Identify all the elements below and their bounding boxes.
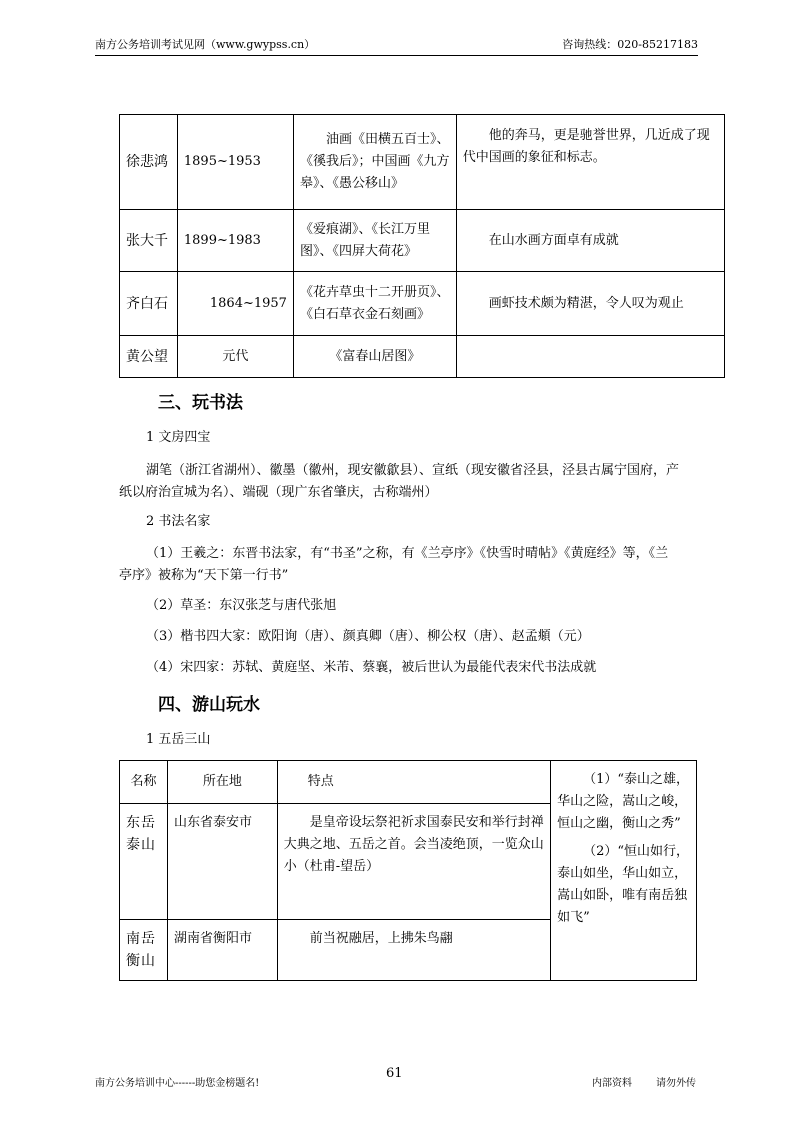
header-left-text: 南方公务培训考试见网（www.gwypss.cn） [95, 38, 316, 51]
mountain-location: 山东省泰安市 [167, 804, 277, 920]
mountains-table [119, 760, 697, 981]
painter-works: 油画《田横五百士》、《徯我后》；中国画《九方皋》、《愚公移山》 [293, 115, 456, 210]
list-item: （3）楷书四大家：欧阳询（唐）、颜真卿（唐）、柳公权（唐）、赵孟頫（元） [146, 629, 590, 644]
section-3-title: 三、玩书法 [158, 393, 243, 413]
footer-no-distribute: 请勿外传 [656, 1078, 696, 1089]
section-3-sub1: 1 文房四宝 [146, 430, 211, 445]
header-hotline: 咨询热线：020-85217183 [562, 38, 698, 51]
painter-years: 1899~1983 [177, 210, 293, 272]
table-row [120, 272, 725, 336]
painter-note [456, 336, 724, 378]
mountain-feature: 前当祝融居，上拂朱鸟翮 [277, 920, 550, 981]
mountain-location: 湖南省衡阳市 [167, 920, 277, 981]
footer-internal: 内部资料 [592, 1078, 632, 1089]
header-rule [95, 55, 698, 56]
painter-years: 1895~1953 [177, 115, 293, 210]
painter-note: 他的奔马，更是驰誉世界，几近成了现代中国画的象征和标志。 [456, 115, 724, 210]
painter-name: 徐悲鸿 [120, 115, 178, 210]
table-row [120, 210, 725, 272]
column-header: 名称 [120, 761, 168, 804]
mountain-name: 南岳衡山 [120, 920, 168, 981]
section-4-sub1: 1 五岳三山 [146, 732, 211, 747]
painter-note: 画虾技术颇为精湛，令人叹为观止 [456, 272, 724, 336]
painter-works: 《富春山居图》 [293, 336, 456, 378]
list-item: （1）王羲之：东晋书法家，有“书圣”之称，有《兰亭序》《快雪时晴帖》《黄庭经》等，《兰亭序》被称为“天下第一行书” [119, 546, 669, 583]
mountain-name: 东岳泰山 [120, 804, 168, 920]
table-row [120, 115, 725, 210]
table-row [120, 336, 725, 378]
column-header: 特点 [277, 761, 550, 804]
list-item: （2）草圣：东汉张芝与唐代张旭 [146, 598, 337, 613]
painter-years: 元代 [177, 336, 293, 378]
footer-slogan: 南方公务培训中心------助您金榜题名! [95, 1078, 260, 1089]
painter-name: 齐白石 [120, 272, 178, 336]
column-header: 所在地 [167, 761, 277, 804]
painter-works: 《花卉草虫十二开册页》、《白石草衣金石刻画》 [293, 272, 456, 336]
list-item: （4）宋四家：苏轼、黄庭坚、米芾、蔡襄，被后世认为最能代表宋代书法成就 [146, 660, 597, 675]
side-note: （2）“恒山如行，泰山如坐，华山如立，嵩山如卧，唯有南岳独如飞” [557, 844, 690, 925]
painter-works: 《爱痕湖》、《长江万里图》、《四屏大荷花》 [293, 210, 456, 272]
page-number: 61 [386, 1066, 403, 1081]
painter-note: 在山水画方面卓有成就 [456, 210, 724, 272]
painter-years: 1864~1957 [177, 272, 293, 336]
table-header-row [120, 761, 697, 804]
side-note: （1）“泰山之雄，华山之险，嵩山之峻，恒山之幽，衡山之秀” [557, 772, 690, 831]
side-notes-cell [551, 761, 697, 981]
section-4-title: 四、游山玩水 [158, 695, 260, 715]
section-3-sub2: 2 书法名家 [146, 514, 211, 529]
painter-name: 张大千 [120, 210, 178, 272]
painters-table [119, 114, 725, 378]
painter-name: 黄公望 [120, 336, 178, 378]
mountain-feature: 是皇帝设坛祭祀祈求国泰民安和举行封禅大典之地、五岳之首。会当凌绝顶，一览众山小（杜甫-望岳） [277, 804, 550, 920]
section-3-paragraph: 湖笔（浙江省湖州）、徽墨（徽州，现安徽歙县）、宣纸（现安徽省泾县，泾县古属宁国府，产纸以府治宣城为名）、端砚（现广东省肇庆，古称端州） [119, 463, 680, 500]
